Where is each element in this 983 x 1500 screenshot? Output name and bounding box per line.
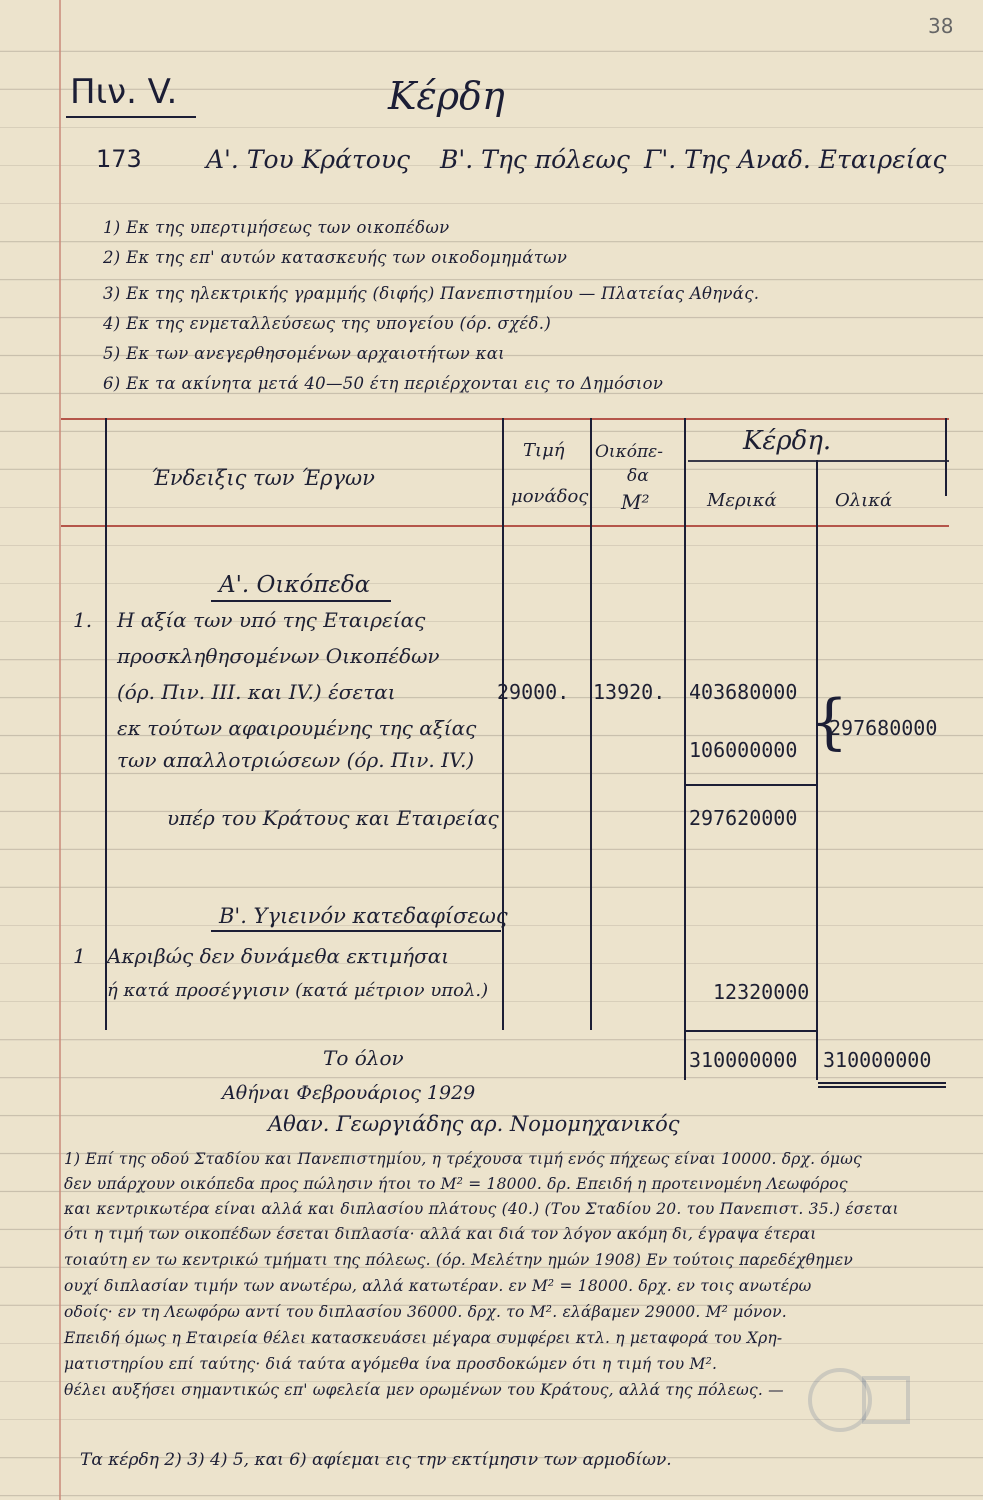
table-reference: Πιν. V. <box>70 72 178 112</box>
section-a-line: των απαλλοτριώσεων (όρ. Πιν. IV.) <box>117 748 475 772</box>
note-line: 3) Εκ της ηλεκτρικής γραμμής (διφής) Πανεπιστημίου — Πλατείας Αθηνάς. <box>103 284 760 303</box>
section-b-partial: 12320000 <box>713 980 810 1004</box>
grand-partial: 310000000 <box>689 1048 798 1072</box>
footnote-line: 1) Επί της οδού Σταδίου και Πανεπιστημίου, η τρέχουσα τιμή ενός πήχεως είναι 10000. δρχ. όμως <box>64 1150 862 1168</box>
section-b-line: ή κατά προσέγγισιν (κατά μέτριον υπολ.) <box>107 980 489 1001</box>
header-unit-price-1: Τιμή <box>523 440 565 461</box>
header-partial: Μερικά <box>707 490 777 511</box>
header-plots-unit: Μ² <box>621 490 650 514</box>
footnote-line: και κεντρικωτέρα είναι αλλά και διπλασίου πλάτους (40.) (Του Σταδίου 20. του Πανεπιστ. 35.) έσεται <box>64 1200 899 1218</box>
brace-icon: { <box>810 687 849 757</box>
section-a-line: Η αξία των υπό της Εταιρείας <box>117 608 426 632</box>
header-unit-price-2: μονάδος <box>511 486 589 507</box>
col-line <box>105 418 107 1030</box>
header-description: Ένδειξις των Έργων <box>151 466 375 490</box>
closing-line: Τα κέρδη 2) 3) 4) 5, και 6) αφίεμαι εις την εκτίμησιν των αρμοδίων. <box>80 1450 672 1470</box>
subtotal-amount: 297620000 <box>689 806 798 830</box>
signature-name: Αθαν. Γεωργιάδης αρ. Νομομηχανικός <box>268 1112 680 1136</box>
header-profits: Κέρδη. <box>743 426 832 456</box>
total-double-rule <box>818 1086 946 1088</box>
note-line: 5) Εκ των ανεγερθησομένων αρχαιοτήτων και <box>103 344 505 363</box>
grand-total: 310000000 <box>823 1048 932 1072</box>
entry-number: 173 <box>96 145 142 173</box>
note-line: 4) Εκ της ενμεταλλεύσεως της υπογείου (όρ. σχέδ.) <box>103 314 552 333</box>
subtotal-rule <box>684 784 818 786</box>
footnote-line: ουχί διπλασίαν τιμήν των ανωτέρω, αλλά κατωτέραν. εν Μ² = 18000. δρχ. εν τοις ανωτέρω <box>64 1277 812 1295</box>
section-b-title: Β'. Υγιεινόν κατεδαφίσεως <box>219 904 508 928</box>
table-reference-underline <box>66 116 196 118</box>
footnote-line: Επειδή όμως η Εταιρεία θέλει κατασκευάσει μέγαρα συμφέρει κτλ. η μεταφορά του Χρη- <box>64 1329 783 1347</box>
footnote-line: ότι η τιμή των οικοπέδων έσεται διπλασία· αλλά και διά τον λόγον ακόμη δι, έγραψα έτεραι <box>64 1225 817 1243</box>
page-title: Κέρδη <box>388 74 505 118</box>
header-total: Ολικά <box>835 490 893 511</box>
section-a-title: Α'. Οικόπεδα <box>219 572 371 598</box>
col-line <box>684 418 686 1030</box>
total-col-line <box>816 1030 818 1080</box>
total-amount: 297680000 <box>829 716 938 740</box>
section-a-item-no: 1. <box>73 608 93 632</box>
category-state: Α'. Του Κράτους <box>206 145 411 174</box>
header-plots-2: δα <box>627 466 649 486</box>
section-b-line: Ακριβώς δεν δυνάμεθα εκτιμήσαι <box>107 944 450 968</box>
total-col-line <box>684 1030 686 1080</box>
total-double-rule <box>818 1082 946 1084</box>
section-a-line: (όρ. Πιν. III. και IV.) έσεται <box>117 680 396 704</box>
header-plots-1: Οικόπε- <box>595 442 664 462</box>
footnote-line: τοιαύτη εν τω κεντρικώ τμήματι της πόλεως. (όρ. Μελέτην ημών 1908) Εν τούτοις παρεδέχθημεν <box>64 1251 854 1269</box>
place-date: Αθήναι Φεβρουάριος 1929 <box>222 1082 476 1104</box>
partial-amount: 403680000 <box>689 680 798 704</box>
footnote-line: δεν υπάρχουν οικόπεδα προς πώλησιν ήτοι το Μ² = 18000. δρ. Επειδή η προτεινομένη Λεωφόρος <box>64 1175 848 1193</box>
category-city: Β'. Της πόλεως <box>440 145 630 174</box>
section-a-line: προσκληθησομένων Οικοπέδων <box>117 644 440 668</box>
footnote-line: ματιστηρίου επί ταύτης· διά ταύτα αγόμεθα ίνα προσδοκώμεν ότι η τιμή του Μ². <box>64 1355 718 1373</box>
profits-divider <box>688 460 949 462</box>
partial-amount: 106000000 <box>689 738 798 762</box>
total-label: Το όλον <box>323 1046 404 1070</box>
section-a-line: εκ τούτων αφαιρουμένης της αξίας <box>117 716 477 740</box>
profits-table <box>61 418 949 1086</box>
note-line: 6) Εκ τα ακίνητα μετά 40—50 έτη περιέρχονται εις το Δημόσιον <box>103 374 664 393</box>
total-top-rule <box>684 1030 818 1032</box>
page-number: 38 <box>928 14 954 38</box>
note-line: 2) Εκ της επ' αυτών κατασκευής των οικοδομημάτων <box>103 248 568 267</box>
footnote-line: οδοίς· εν τη Λεωφόρω αντί του διπλασίου 36000. δρχ. το Μ². ελάβαμεν 29000. Μ² μόνον. <box>64 1303 787 1321</box>
unit-price-value: 29000. <box>497 680 570 704</box>
col-line <box>590 418 592 1030</box>
col-line <box>502 418 504 1030</box>
subtotal-label: υπέρ του Κράτους και Εταιρείας <box>167 806 499 830</box>
col-line <box>945 418 947 496</box>
category-company: Γ'. Της Αναδ. Εταιρείας <box>644 145 947 174</box>
note-line: 1) Εκ της υπερτιμήσεως των οικοπέδων <box>103 218 450 237</box>
table-top-rule <box>61 418 949 420</box>
archive-stamp-icon <box>800 1360 920 1440</box>
section-b-item-no: 1 <box>73 944 86 968</box>
section-a-underline <box>211 600 391 602</box>
plots-value: 13920. <box>593 680 666 704</box>
footnote-line: θέλει αυξήσει σημαντικώς επ' ωφελεία μεν ορωμένων του Κράτους, αλλά της πόλεως. — <box>64 1381 784 1399</box>
section-b-underline <box>211 930 501 932</box>
